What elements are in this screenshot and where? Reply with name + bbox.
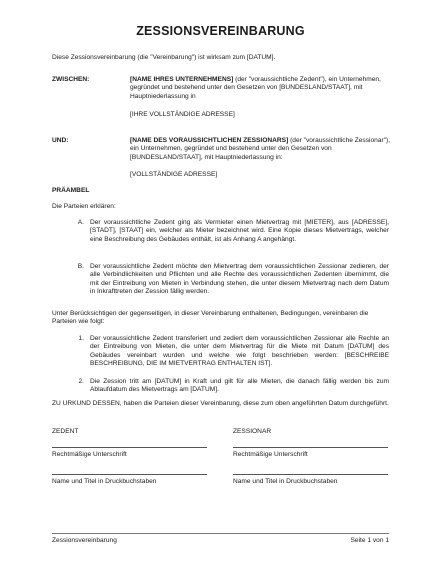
assignor-name-caption: Name und Titel in Druckbuchstaben	[52, 478, 157, 485]
preamble-item-text: Der voraussichtliche Zedent möchte den Mietvertrag dem voraussichtlichen Zessionar zedieren, der alle Verbindlichkeiten und Pflichten und alle Rechte des voraussichtlichen Zedenten übernimmt, die mit der Eintreibung von Mieten in Verbindung stehen, die unter diesem Mietvertrag nach dem Datum in Inkrafttreten der Zession fällig werden.	[90, 263, 389, 296]
intro-paragraph: Diese Zessionsvereinbarung (die "Vereinbarung") ist wirksam zum [DATUM].	[52, 54, 276, 61]
assignee-name-caption: Name und Titel in Druckbuchstaben	[233, 478, 338, 485]
assignee-signature-caption: Rechtmäßige Unterschrift	[233, 451, 308, 458]
term-item-marker: 2.	[78, 378, 84, 385]
party2-address: [VOLLSTÄNDIGE ADRESSE]	[130, 171, 218, 178]
footer-divider	[52, 533, 389, 534]
term-item-text: Der voraussichtliche Zedent transferiert und zediert dem voraussichtlichen Zessionar alle Rechte an der Eintreibung von Mieten, die unter dem Mietvertrag für die Miete mit Datum [DATUM] des Gebäudes vereinbart wurden und welche wie folgt beschrieben werden: [BESCHREIBE BESCHREIBUNG, DIE IM MIETVERTRAG ENTHALTEN IST].	[90, 335, 389, 368]
assignee-name-line	[233, 474, 388, 475]
term-item-text: Die Zession tritt am [DATUM] in Kraft und gilt für alle Mieten, die danach fällig werden bis zum Ablaufdatum des Mietvertrags am [DATUM].	[90, 378, 389, 394]
preamble-item-marker: B.	[77, 263, 84, 270]
party1-details: (der "voraussichtliche Zedent"), ein Unternehmen, gegründet und bestehend unter den Gesetzen von [BUNDESLAND/STAAT], mit Hauptniederlassung in	[130, 76, 381, 100]
preamble-item-marker: A.	[77, 219, 84, 226]
assignee-heading: ZESSIONAR	[233, 428, 272, 435]
witness-paragraph: ZU URKUND DESSEN, haben die Parteien dieser Vereinbarung, diese zum oben angeführten Datum durchgeführt.	[52, 400, 389, 407]
party2-description	[130, 137, 392, 162]
preamble-item-text: Der voraussichtliche Zedent ging als Vermieter einen Mietvertrag mit [MIETER], aus [ADRESSE], [STADT], [STAAT] ein, welcher als Mieter bezeichnet wird. Eine Kopie dieses Mietvertrags, welcher eine Beschreibung des Gebäudes enthält, ist als Anhang A angehängt.	[90, 219, 389, 243]
consideration-paragraph: Unter Berücksichtigen der gegenseitigen, in dieser Vereinbarung enthaltenen, Bedingungen, vereinbaren die Parteien wie folgt:	[52, 310, 369, 326]
footer-page-number: Seite 1 von 1	[350, 537, 389, 544]
preamble-heading: PRÄAMBEL	[52, 187, 90, 194]
party1-label: ZWISCHEN:	[52, 76, 90, 83]
party2-details: (der "voraussichtliche Zessionar"), ein Unternehmen, gegründet und bestehend unter den Gesetzen von [BUNDESLAND/STAAT], mit Hauptniederlassung in:	[130, 137, 391, 161]
term-item-marker: 1.	[78, 335, 84, 342]
party1-address: [IHRE VOLLSTÄNDIGE ADRESSE]	[130, 111, 235, 118]
party2-label: UND:	[52, 137, 69, 144]
assignor-name-line	[52, 474, 207, 475]
assignor-heading: ZEDENT	[52, 428, 79, 435]
assignor-signature-line	[52, 447, 207, 448]
party1-description	[130, 76, 392, 101]
assignee-signature-line	[233, 447, 388, 448]
document-title: ZESSIONSVEREINBARUNG	[136, 24, 305, 38]
party1-name: [NAME IHRES UNTERNEHMENS]	[130, 76, 234, 83]
assignor-signature-caption: Rechtmäßige Unterschrift	[52, 451, 127, 458]
preamble-lead: Die Parteien erklären:	[52, 203, 116, 210]
footer-document-name: Zessionsvereinbarung	[52, 537, 117, 544]
party2-name: [NAME DES VORAUSSICHTLICHEN ZESSIONARS]	[130, 137, 289, 144]
